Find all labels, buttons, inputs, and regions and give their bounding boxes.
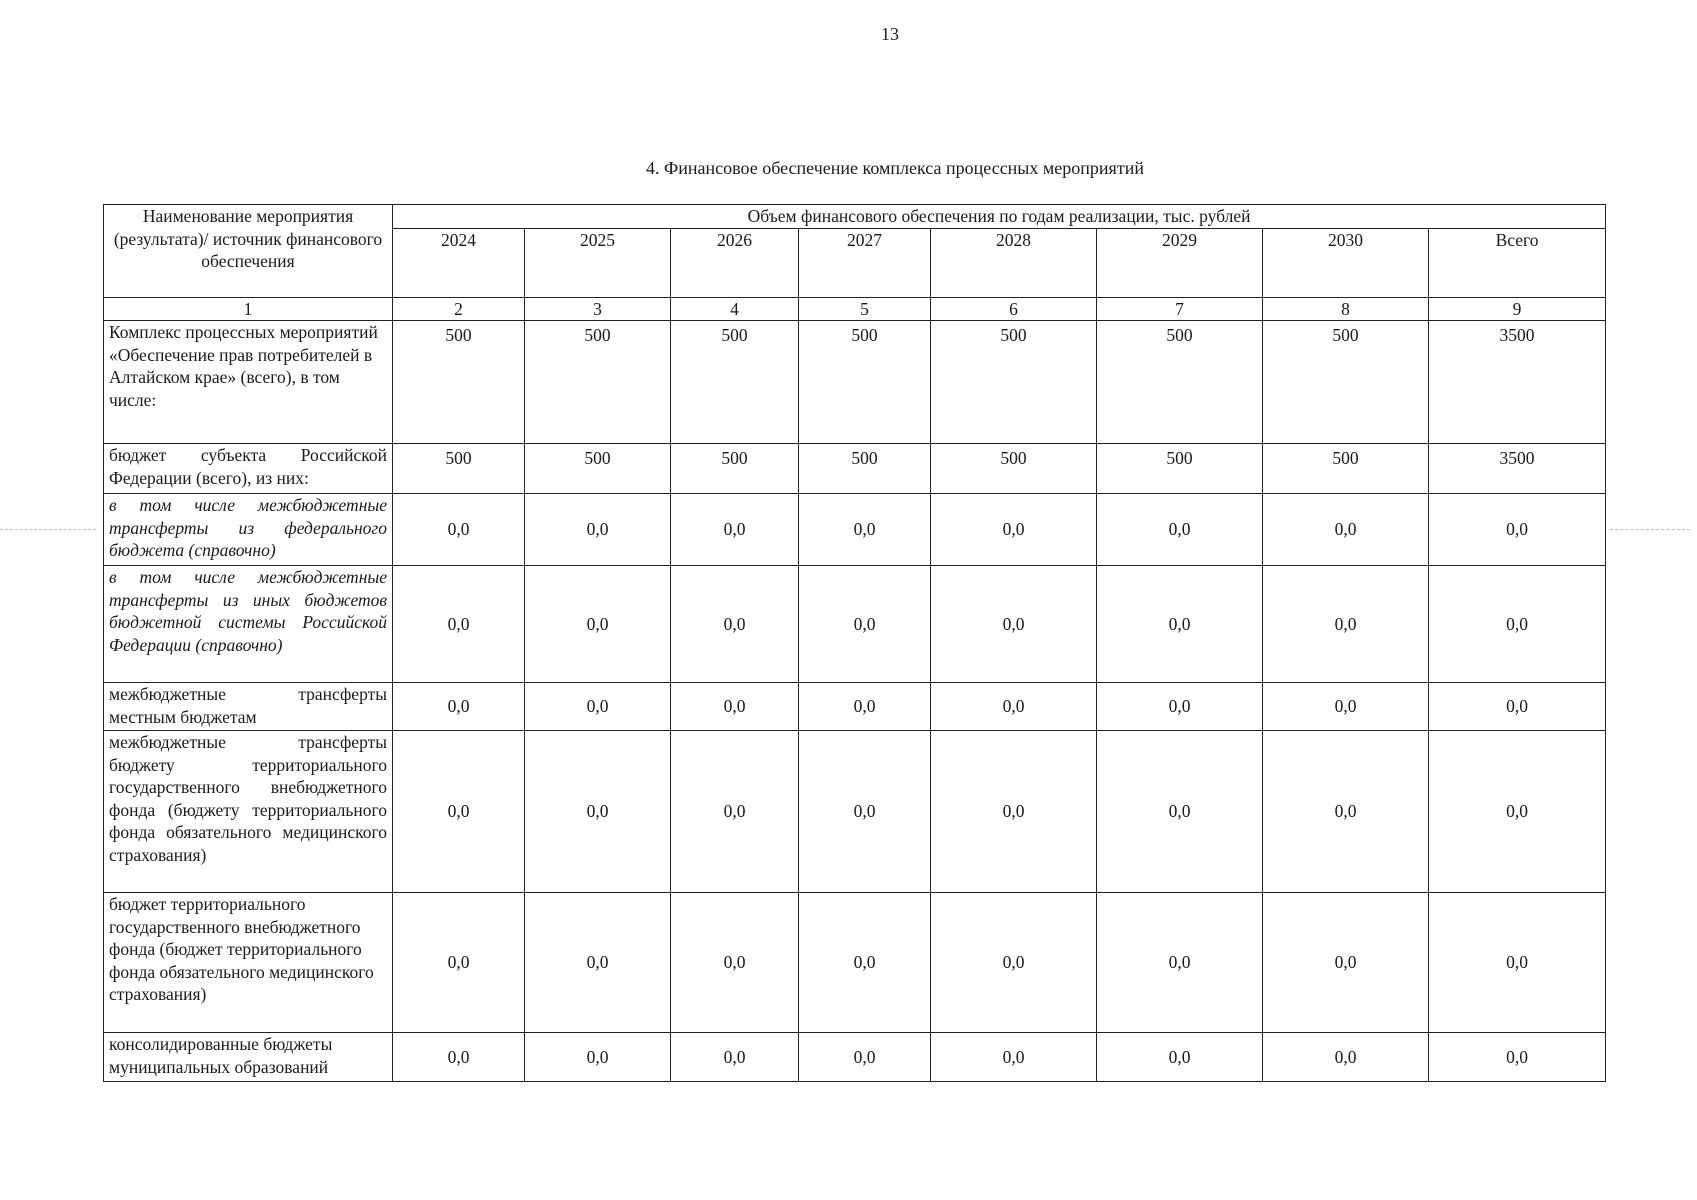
row-value: 0,0 bbox=[1097, 683, 1263, 731]
header-row bbox=[104, 205, 1606, 229]
row-value: 0,0 bbox=[1097, 1033, 1263, 1082]
table-row bbox=[104, 321, 1606, 444]
row-value: 0,0 bbox=[393, 893, 525, 1033]
row-total: 3500 bbox=[1429, 444, 1606, 494]
row-value: 500 bbox=[393, 444, 525, 494]
row-total: 0,0 bbox=[1429, 1033, 1606, 1082]
row-value: 0,0 bbox=[799, 683, 931, 731]
column-number: 1 bbox=[104, 297, 393, 321]
row-value: 0,0 bbox=[799, 893, 931, 1033]
row-value: 0,0 bbox=[1097, 893, 1263, 1033]
row-name: бюджет субъекта Российской Федерации (всего), из них: bbox=[104, 444, 393, 494]
row-value: 0,0 bbox=[671, 494, 799, 566]
row-value: 500 bbox=[799, 444, 931, 494]
row-value: 0,0 bbox=[1263, 566, 1429, 683]
row-value: 0,0 bbox=[1097, 731, 1263, 893]
row-total: 0,0 bbox=[1429, 566, 1606, 683]
row-value: 0,0 bbox=[671, 893, 799, 1033]
row-value: 0,0 bbox=[1263, 1033, 1429, 1082]
table-row bbox=[104, 893, 1606, 1033]
row-name: межбюджетные трансферты бюджету территориального государственного внебюджетного фонда (бюджету территориального фонда обязательного медицинского страхования) bbox=[104, 731, 393, 893]
row-value: 0,0 bbox=[525, 1033, 671, 1082]
row-value: 500 bbox=[1097, 321, 1263, 444]
row-total: 0,0 bbox=[1429, 731, 1606, 893]
row-total: 0,0 bbox=[1429, 494, 1606, 566]
row-value: 0,0 bbox=[525, 566, 671, 683]
row-value: 0,0 bbox=[671, 1033, 799, 1082]
column-header-group: Объем финансового обеспечения по годам реализации, тыс. рублей bbox=[393, 205, 1606, 229]
row-value: 0,0 bbox=[671, 683, 799, 731]
row-value: 500 bbox=[1263, 321, 1429, 444]
page-number: 13 bbox=[881, 24, 899, 44]
table-row bbox=[104, 444, 1606, 494]
table-row bbox=[104, 494, 1606, 566]
table-title: 4. Финансовое обеспечение комплекса процессных мероприятий bbox=[646, 158, 1144, 178]
table-row bbox=[104, 566, 1606, 683]
row-value: 0,0 bbox=[525, 731, 671, 893]
row-value: 500 bbox=[931, 444, 1097, 494]
year-header: 2024 bbox=[393, 228, 525, 297]
column-number: 2 bbox=[393, 297, 525, 321]
row-name: консолидированные бюджеты муниципальных образований bbox=[104, 1033, 393, 1082]
row-value: 500 bbox=[393, 321, 525, 444]
row-value: 500 bbox=[1263, 444, 1429, 494]
row-value: 0,0 bbox=[525, 494, 671, 566]
row-total: 3500 bbox=[1429, 321, 1606, 444]
row-total: 0,0 bbox=[1429, 893, 1606, 1033]
row-value: 0,0 bbox=[393, 731, 525, 893]
column-number: 9 bbox=[1429, 297, 1606, 321]
column-number: 7 bbox=[1097, 297, 1263, 321]
row-value: 0,0 bbox=[1263, 731, 1429, 893]
row-value: 0,0 bbox=[931, 893, 1097, 1033]
column-number: 6 bbox=[931, 297, 1097, 321]
row-name: бюджет территориального государственного внебюджетного фонда (бюджет территориального фонда обязательного медицинского страхования) bbox=[104, 893, 393, 1033]
row-value: 500 bbox=[799, 321, 931, 444]
row-value: 0,0 bbox=[1097, 566, 1263, 683]
row-name: межбюджетные трансферты местным бюджетам bbox=[104, 683, 393, 731]
year-header: 2029 bbox=[1097, 228, 1263, 297]
year-header: 2030 bbox=[1263, 228, 1429, 297]
row-value: 0,0 bbox=[525, 893, 671, 1033]
row-value: 0,0 bbox=[931, 1033, 1097, 1082]
column-header-name: Наименование мероприятия (результата)/ источник финансового обеспечения bbox=[104, 205, 393, 298]
row-value: 0,0 bbox=[1263, 893, 1429, 1033]
row-value: 0,0 bbox=[671, 731, 799, 893]
year-header: 2028 bbox=[931, 228, 1097, 297]
row-value: 0,0 bbox=[1097, 494, 1263, 566]
row-value: 0,0 bbox=[1263, 683, 1429, 731]
row-value: 0,0 bbox=[799, 566, 931, 683]
row-total: 0,0 bbox=[1429, 683, 1606, 731]
financing-table bbox=[103, 204, 1606, 1082]
year-header: 2027 bbox=[799, 228, 931, 297]
year-header: 2026 bbox=[671, 228, 799, 297]
column-number: 3 bbox=[525, 297, 671, 321]
row-value: 0,0 bbox=[393, 566, 525, 683]
row-value: 0,0 bbox=[393, 494, 525, 566]
row-value: 0,0 bbox=[525, 683, 671, 731]
row-value: 500 bbox=[931, 321, 1097, 444]
row-value: 0,0 bbox=[1263, 494, 1429, 566]
row-value: 0,0 bbox=[393, 1033, 525, 1082]
table-row bbox=[104, 731, 1606, 893]
row-value: 500 bbox=[671, 444, 799, 494]
row-value: 500 bbox=[1097, 444, 1263, 494]
row-value: 500 bbox=[525, 444, 671, 494]
total-header: Всего bbox=[1429, 228, 1606, 297]
scan-artifact-line-right bbox=[1610, 529, 1690, 530]
row-value: 0,0 bbox=[799, 494, 931, 566]
column-number: 4 bbox=[671, 297, 799, 321]
row-name: в том числе межбюджетные трансферты из иных бюджетов бюджетной системы Российской Федерации (справочно) bbox=[104, 566, 393, 683]
row-value: 0,0 bbox=[931, 731, 1097, 893]
row-value: 500 bbox=[525, 321, 671, 444]
row-value: 0,0 bbox=[931, 566, 1097, 683]
column-number-row bbox=[104, 297, 1606, 321]
row-value: 0,0 bbox=[799, 731, 931, 893]
row-value: 0,0 bbox=[393, 683, 525, 731]
column-number: 5 bbox=[799, 297, 931, 321]
row-name: в том числе межбюджетные трансферты из федерального бюджета (справочно) bbox=[104, 494, 393, 566]
row-value: 0,0 bbox=[931, 683, 1097, 731]
row-name: Комплекс процессных мероприятий «Обеспечение прав потребителей в Алтайском крае» (всего), в том числе: bbox=[104, 321, 393, 444]
column-number: 8 bbox=[1263, 297, 1429, 321]
row-value: 0,0 bbox=[671, 566, 799, 683]
table-row bbox=[104, 1033, 1606, 1082]
row-value: 0,0 bbox=[799, 1033, 931, 1082]
row-value: 500 bbox=[671, 321, 799, 444]
row-value: 0,0 bbox=[931, 494, 1097, 566]
scan-artifact-line-left bbox=[0, 529, 96, 530]
year-header: 2025 bbox=[525, 228, 671, 297]
table-row bbox=[104, 683, 1606, 731]
